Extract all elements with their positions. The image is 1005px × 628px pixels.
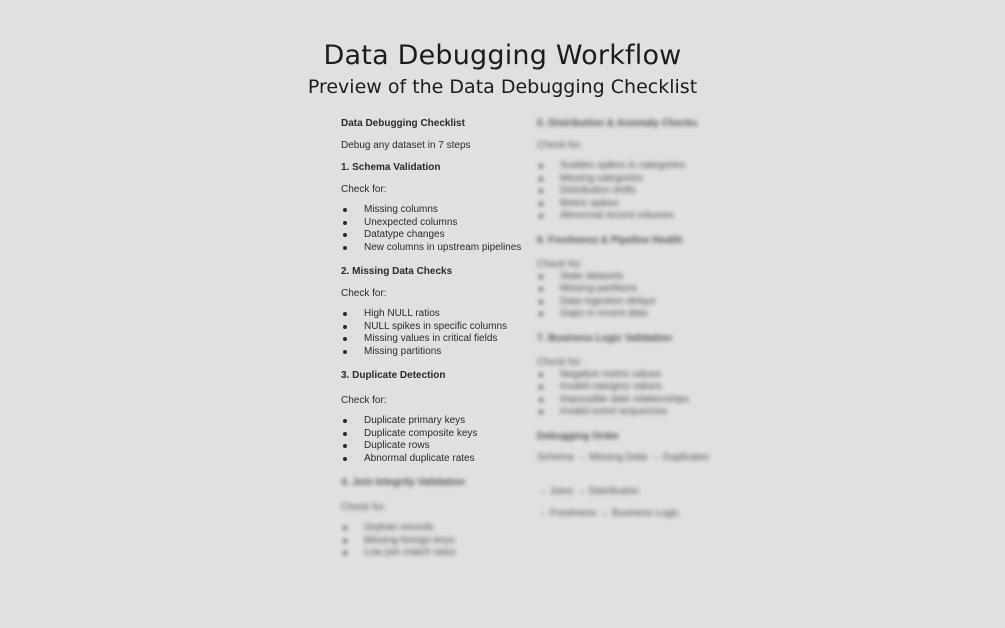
- check-list: [537, 271, 727, 321]
- list-item: Missing columns: [341, 204, 531, 217]
- check-for-label: Check for:: [341, 395, 387, 406]
- list-item: Distribution shifts: [537, 185, 727, 198]
- check-for-label: Check for:: [341, 288, 387, 299]
- checklist-title: Data Debugging Checklist: [341, 118, 465, 129]
- list-item: Invalid event sequences: [537, 406, 727, 419]
- section-heading: 2. Missing Data Checks: [341, 266, 453, 277]
- list-item: Gaps in recent data: [537, 308, 727, 321]
- order-line: → Joins → Distribution: [537, 485, 639, 497]
- check-for-label: Check for:: [537, 140, 583, 151]
- check-list: [341, 308, 531, 358]
- section-heading: 5. Distribution & Anomaly Checks: [537, 118, 698, 129]
- section-heading: 1. Schema Validation: [341, 162, 441, 173]
- check-for-label: Check for:: [341, 184, 387, 195]
- list-item: Duplicate rows: [341, 440, 531, 453]
- order-line: Schema → Missing Data → Duplicates: [537, 451, 710, 463]
- list-item: Low join match rates: [341, 547, 531, 560]
- list-item: Sudden spikes in categories: [537, 160, 727, 173]
- check-list: [537, 160, 727, 223]
- list-item: Orphan records: [341, 522, 531, 535]
- list-item: New columns in upstream pipelines: [341, 242, 531, 255]
- check-for-label: Check for:: [537, 356, 583, 368]
- page-title: Data Debugging Workflow: [323, 40, 682, 71]
- section-heading: 7. Business Logic Validation: [537, 332, 673, 344]
- list-item: Impossible date relationships: [537, 394, 727, 407]
- checklist-intro: Debug any dataset in 7 steps: [341, 140, 471, 151]
- list-item: Missing partitions: [341, 346, 531, 359]
- section-heading: 3. Duplicate Detection: [341, 370, 446, 381]
- checklist-right-column: [537, 114, 727, 529]
- section-heading: 6. Freshness & Pipeline Health: [537, 234, 683, 246]
- checklist-left-column: [341, 114, 531, 570]
- blurred-section: [341, 475, 531, 560]
- list-item: Negative metric values: [537, 369, 727, 382]
- list-item: Missing partitions: [537, 283, 727, 296]
- check-list: [341, 204, 531, 254]
- check-list: [341, 522, 531, 560]
- page-subtitle: Preview of the Data Debugging Checklist: [307, 76, 698, 98]
- list-item: Missing categories: [537, 173, 727, 186]
- check-list: [537, 369, 727, 419]
- list-item: Datatype changes: [341, 229, 531, 242]
- list-item: High NULL ratios: [341, 308, 531, 321]
- order-heading: Debugging Order: [537, 430, 620, 442]
- list-item: Invalid category values: [537, 381, 727, 394]
- list-item: Missing foreign keys: [341, 535, 531, 548]
- check-list: [341, 415, 531, 465]
- list-item: Duplicate composite keys: [341, 428, 531, 441]
- list-item: Abnormal record volumes: [537, 210, 727, 223]
- check-for-label: Check for:: [537, 258, 583, 270]
- list-item: Metric spikes: [537, 198, 727, 211]
- section-heading: 4. Join Integrity Validation: [341, 477, 465, 488]
- list-item: Abnormal duplicate rates: [341, 453, 531, 466]
- check-for-label: Check for:: [341, 502, 387, 513]
- list-item: Duplicate primary keys: [341, 415, 531, 428]
- order-line: → Freshness → Business Logic: [537, 507, 680, 519]
- list-item: Stale datasets: [537, 271, 727, 284]
- list-item: NULL spikes in specific columns: [341, 321, 531, 334]
- list-item: Unexpected columns: [341, 217, 531, 230]
- list-item: Missing values in critical fields: [341, 333, 531, 346]
- list-item: Data ingestion delays: [537, 296, 727, 309]
